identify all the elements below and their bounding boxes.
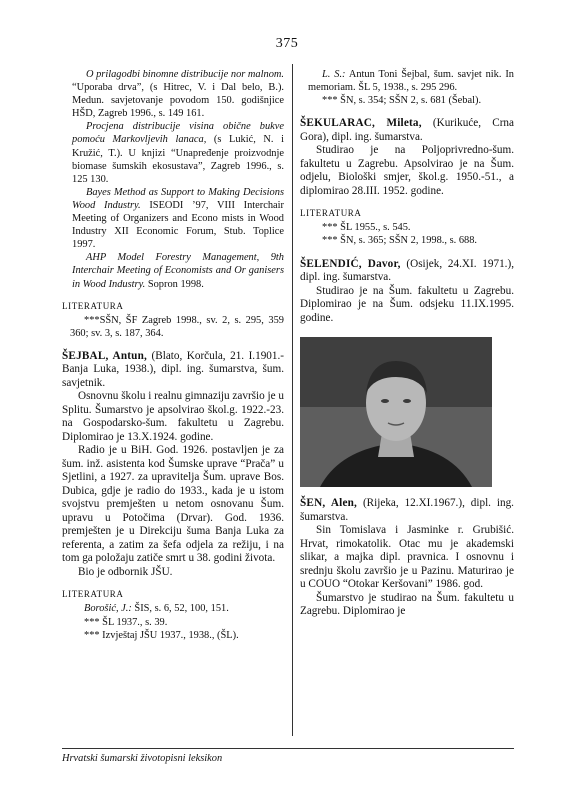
left-column [62, 68, 284, 642]
literature-source: *** Izvještaj JŠU 1937., 1938., (ŠL). [84, 629, 239, 641]
reference-detail: “Uporaba drva”, (s Hitrec, V. i Dal belo, B.). Medun. savjetovanje povodom 150. godišnjice HŠD, Zagreb 1996., s. 149 161. [72, 82, 284, 120]
reference-item [62, 120, 284, 185]
portrait-photo [300, 337, 492, 487]
reference-title: AHP Model Forestry Management, 9th Interchair Meeting of Economists and Or ganisers in Wood Industry. [72, 252, 284, 290]
literature-item [62, 629, 284, 642]
portrait-image [300, 337, 492, 487]
literature-heading: LITERATURA [62, 589, 124, 600]
entry-bio: (Rijeka, 12.XI.1967.), dipl. ing. šumarstva. [300, 497, 514, 523]
reference-title: O prilagodbi binomne distribucije nor malnom. [86, 69, 284, 80]
reference-detail: Sopron 1998. [145, 278, 204, 290]
entry-name: ŠEJBAL, Antun, [62, 349, 148, 362]
right-column [300, 68, 514, 619]
literature-source: Antun Toni Šejbal, šum. savjet nik. In memoriam. ŠL 5, 1938., s. 295 296. [308, 69, 514, 94]
literature-author: L. S.: [322, 69, 346, 80]
entry-heading-sekularac [300, 117, 514, 144]
entry-paragraph: Studirao je na Poljoprivredno-šum. fakultetu u Zagrebu. Apsolvirao je na Šum. odjelu, Biološki smjer, škol.g. 1950.-51., a diplomirao 28.III. 1952. godine. [300, 144, 514, 197]
footer-rule [62, 748, 514, 749]
literature-item: *** ŠN, s. 365; SŠN 2, 1998., s. 688. [322, 235, 478, 247]
footer-title: Hrvatski šumarski životopisni leksikon [62, 753, 223, 764]
reference-detail: (s Lukić, N. i Kružić, T.). U knjizi “Unapređenje proizvodnje biomase šumskih ekosustava”, Zagreb 1996., s. 125 130. [72, 134, 284, 185]
literature-item [62, 602, 284, 615]
literature-item: ***SŠN, ŠF Zagreb 1998., sv. 2, s. 295, 359 360; sv. 3, s. 187, 364. [70, 314, 284, 339]
literature-heading: LITERATURA [62, 300, 124, 311]
reference-item [62, 251, 284, 290]
entry-paragraph: Studirao je na Šum. fakultetu u Zagrebu. Diplomirao je na Šum. odsjeku 11.IX.1995. godine. [300, 284, 514, 324]
reference-item [62, 186, 284, 251]
entry-paragraph: Bio je odbornik JŠU. [78, 565, 173, 578]
literature-item [62, 616, 284, 629]
entry-heading-sen [300, 497, 514, 524]
column-divider [292, 64, 293, 736]
literature-heading: LITERATURA [300, 208, 362, 219]
page-number: 375 [275, 36, 299, 51]
literature-author: Borošić, J.: [84, 603, 132, 615]
literature-item [300, 68, 514, 94]
reference-title: Bayes Method as Support to Making Decisions Wood Industry. [72, 186, 284, 211]
entry-paragraph: Radio je u BiH. God. 1926. postavljen je za šum. inž. asistenta kod Šumske uprave “Prača” u Sjetlini, a 1927. za upravitelja Šum. uprave Bos. Dubica, gdje je radio do 1933., kada je u istom svojstvu premješten u netom osnovanu Šum. upravu u Potočima (Drvar). God. 1936. premješten je u Direkciju šuma Banja Luka za referenta, a zatim za šefa odjela za režiju, i na tom ga položaju zatiče smrt u 38. godini života. [62, 444, 284, 565]
reference-detail: ISEODI ’97, VIII Interchair Meeting of Organizers and Econo mists in Wood Industry XII Economic Forum, Stub. Toplice 1997. [72, 199, 284, 251]
entry-bio: (Osijek, 24.XI. 1971.), dipl. ing. šumarstva. [300, 257, 514, 284]
entry-paragraph: Šumarstvo je studirao na Šum. fakultetu u Zagrebu. Diplomirao je [300, 591, 514, 618]
literature-item: *** ŠL 1955., s. 545. [322, 222, 411, 234]
entry-name: ŠEKULARAC, Mileta, [300, 117, 422, 130]
reference-title: Procjena distribucije visina običnе bukve pomoću Markovljevih lanaca, [72, 121, 284, 146]
entry-name: ŠEN, Alen, [300, 497, 358, 510]
entry-bio: (Kurikuće, Crna Gora), dipl. ing. šumarstva. [300, 117, 514, 143]
entry-paragraph: Sin Tomislava i Jasminke r. Grubišić. Hrvat, rimokatolik. Otac mu je akademski slikar, a majka dipl. pravnica. I osnovnu i srednju školu završio je u Pazinu. Maturirao je u COUO “Otokar Keršovani” 1986. god. [300, 524, 514, 591]
reference-item [62, 68, 284, 120]
literature-source: ŠIS, s. 6, 52, 100, 151. [131, 603, 229, 615]
entry-heading-selendic [300, 258, 514, 285]
entry-paragraph: Osnovnu školu i realnu gimnaziju završio je u Splitu. Šumarstvo je apsolvirao škol.g. 1922.-23. na Gospodarsko-šum. fakultetu u Zagrebu. Diplomirao je 13.X.1924. godine. [62, 390, 284, 443]
entry-heading-sejbal [62, 350, 284, 391]
literature-source: *** ŠN, s. 354; SŠN 2, s. 681 (Šebal). [322, 95, 482, 107]
literature-source: *** ŠL 1937., s. 39. [84, 616, 168, 628]
entry-bio: (Blato, Korčula, 21. I.1901.- Banja Luka, 1938.), dipl. ing. šumarstva, šum. savjetnik. [62, 349, 284, 389]
entry-name: ŠELENDIĆ, Davor, [300, 257, 401, 270]
literature-item [300, 94, 514, 107]
